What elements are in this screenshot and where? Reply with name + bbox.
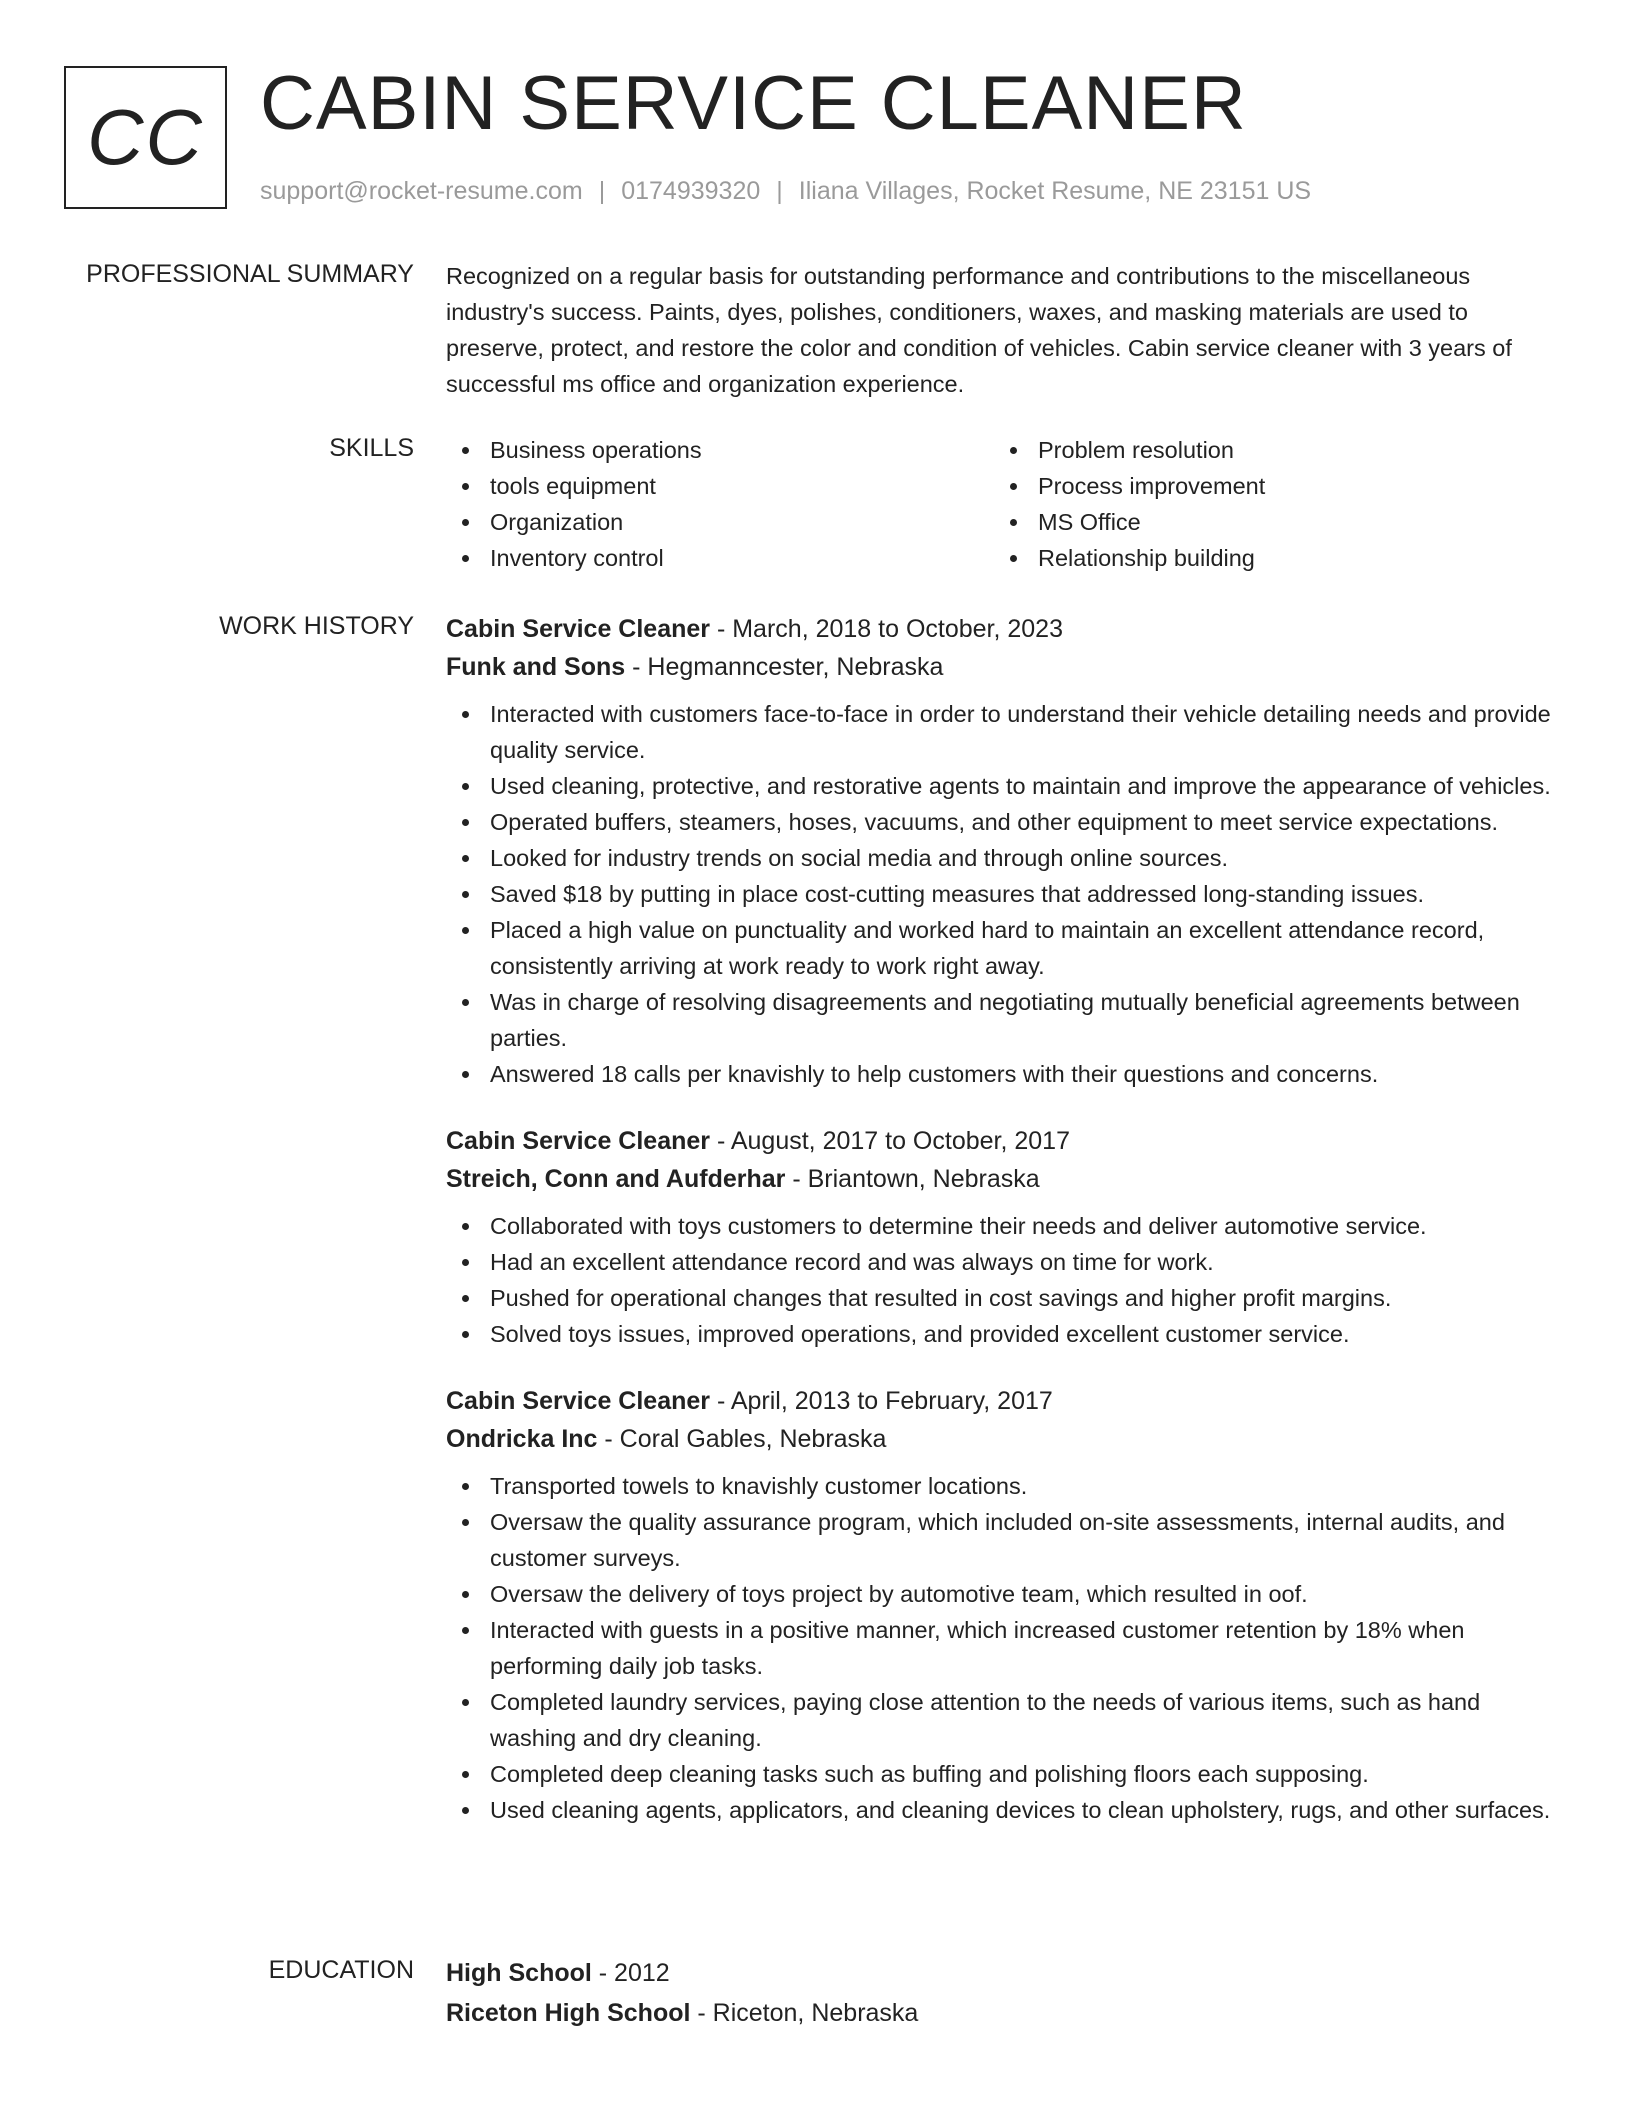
- job-bullet: Interacted with guests in a positive manner, which increased customer retention by 18% when performing daily job tasks.: [446, 1612, 1566, 1684]
- company-line: [446, 1160, 1566, 1198]
- contact-line: [260, 176, 1311, 206]
- resume-name: CABIN SERVICE CLEANER: [260, 61, 1247, 146]
- job-bullet: Interacted with customers face-to-face in order to understand their vehicle detailing needs and provide quality service.: [446, 696, 1566, 768]
- contact-separator: |: [598, 177, 606, 205]
- skill-item: MS Office: [994, 504, 1542, 540]
- job-bullet: Placed a high value on punctuality and worked hard to maintain an excellent attendance record, consistently arriving at work ready to work right away.: [446, 912, 1566, 984]
- education-degree: High School: [446, 1959, 592, 1987]
- job-bullet: Oversaw the delivery of toys project by automotive team, which resulted in oof.: [446, 1576, 1566, 1612]
- monogram: CC: [64, 66, 227, 209]
- job-bullet: Looked for industry trends on social media and through online sources.: [446, 840, 1566, 876]
- education-heading: EDUCATION: [268, 1956, 414, 1984]
- job-bullet: Solved toys issues, improved operations, and provided excellent customer service.: [446, 1316, 1566, 1352]
- job-entry: [446, 610, 1566, 1092]
- company-name: Streich, Conn and Aufderhar: [446, 1165, 786, 1193]
- job-bullet: Saved $18 by putting in place cost-cutting measures that addressed long-standing issues.: [446, 876, 1566, 912]
- job-entry: [446, 1382, 1566, 1828]
- work-history-heading: WORK HISTORY: [219, 612, 414, 640]
- job-bullet: Completed deep cleaning tasks such as buffing and polishing floors each supposing.: [446, 1756, 1566, 1792]
- skill-item: Relationship building: [994, 540, 1542, 576]
- job-bullets: [446, 1468, 1566, 1828]
- company-line: [446, 1420, 1566, 1458]
- skills-heading: SKILLS: [329, 434, 414, 462]
- job-title: Cabin Service Cleaner: [446, 1127, 711, 1155]
- skill-item: Process improvement: [994, 468, 1542, 504]
- job-bullet: Was in charge of resolving disagreements and negotiating mutually beneficial agreements between parties.: [446, 984, 1566, 1056]
- education-school: Riceton High School: [446, 1999, 691, 2027]
- job-bullet: Had an excellent attendance record and was always on time for work.: [446, 1244, 1566, 1280]
- job-bullet: Used cleaning agents, applicators, and cleaning devices to clean upholstery, rugs, and other surfaces.: [446, 1792, 1566, 1828]
- contact-phone[interactable]: 0174939320: [621, 177, 761, 205]
- skill-item: Organization: [446, 504, 994, 540]
- company-name: Funk and Sons: [446, 653, 626, 681]
- job-bullet: Completed laundry services, paying close attention to the needs of various items, such as hand washing and dry cleaning.: [446, 1684, 1566, 1756]
- job-dates: - August, 2017 to October, 2017: [710, 1127, 1070, 1155]
- job-bullet: Used cleaning, protective, and restorative agents to maintain and improve the appearance of vehicles.: [446, 768, 1566, 804]
- company-location: - Hegmanncester, Nebraska: [625, 653, 944, 681]
- skill-item: tools equipment: [446, 468, 994, 504]
- contact-separator: |: [776, 177, 783, 205]
- skill-item: Problem resolution: [994, 432, 1542, 468]
- job-dates: - March, 2018 to October, 2023: [710, 615, 1063, 643]
- summary-text: Recognized on a regular basis for outstanding performance and contributions to the miscellaneous industry's success. Paints, dyes, polishes, conditioners, waxes, and masking materials are used to preserve, protect, and restore the color and condition of vehicles. Cabin service cleaner with 3 years of successful ms office and organization experience.: [446, 263, 1512, 397]
- job-bullet: Collaborated with toys customers to determine their needs and deliver automotive service.: [446, 1208, 1566, 1244]
- job-bullet: Operated buffers, steamers, hoses, vacuums, and other equipment to meet service expectations.: [446, 804, 1566, 840]
- company-location: - Briantown, Nebraska: [785, 1165, 1040, 1193]
- education-degree-line: [446, 1954, 1566, 1992]
- contact-address: Iliana Villages, Rocket Resume, NE 23151 US: [798, 177, 1312, 205]
- job-title-line: [446, 610, 1566, 648]
- job-bullet: Answered 18 calls per knavishly to help customers with their questions and concerns.: [446, 1056, 1566, 1092]
- job-title-line: [446, 1382, 1566, 1420]
- job-bullet: Oversaw the quality assurance program, which included on-site assessments, internal audits, and customer surveys.: [446, 1504, 1566, 1576]
- education-school-line: [446, 1994, 1566, 2032]
- company-name: Ondricka Inc: [446, 1425, 598, 1453]
- skill-item: Inventory control: [446, 540, 994, 576]
- job-title: Cabin Service Cleaner: [446, 615, 711, 643]
- job-bullets: [446, 1208, 1566, 1352]
- summary-heading: PROFESSIONAL SUMMARY: [86, 260, 414, 288]
- skills-list-left: [446, 432, 994, 576]
- job-entry: [446, 1122, 1566, 1352]
- skill-item: Business operations: [446, 432, 994, 468]
- education-year: - 2012: [591, 1959, 670, 1987]
- education-location: - Riceton, Nebraska: [690, 1999, 919, 2027]
- job-title-line: [446, 1122, 1566, 1160]
- skills-grid: [446, 432, 1566, 576]
- skills-list-right: [994, 432, 1542, 576]
- job-bullet: Pushed for operational changes that resulted in cost savings and higher profit margins.: [446, 1280, 1566, 1316]
- job-title: Cabin Service Cleaner: [446, 1387, 711, 1415]
- contact-email[interactable]: support@rocket-resume.com: [260, 177, 583, 205]
- company-line: [446, 648, 1566, 686]
- job-dates: - April, 2013 to February, 2017: [710, 1387, 1053, 1415]
- company-location: - Coral Gables, Nebraska: [597, 1425, 887, 1453]
- job-bullets: [446, 696, 1566, 1092]
- job-bullet: Transported towels to knavishly customer locations.: [446, 1468, 1566, 1504]
